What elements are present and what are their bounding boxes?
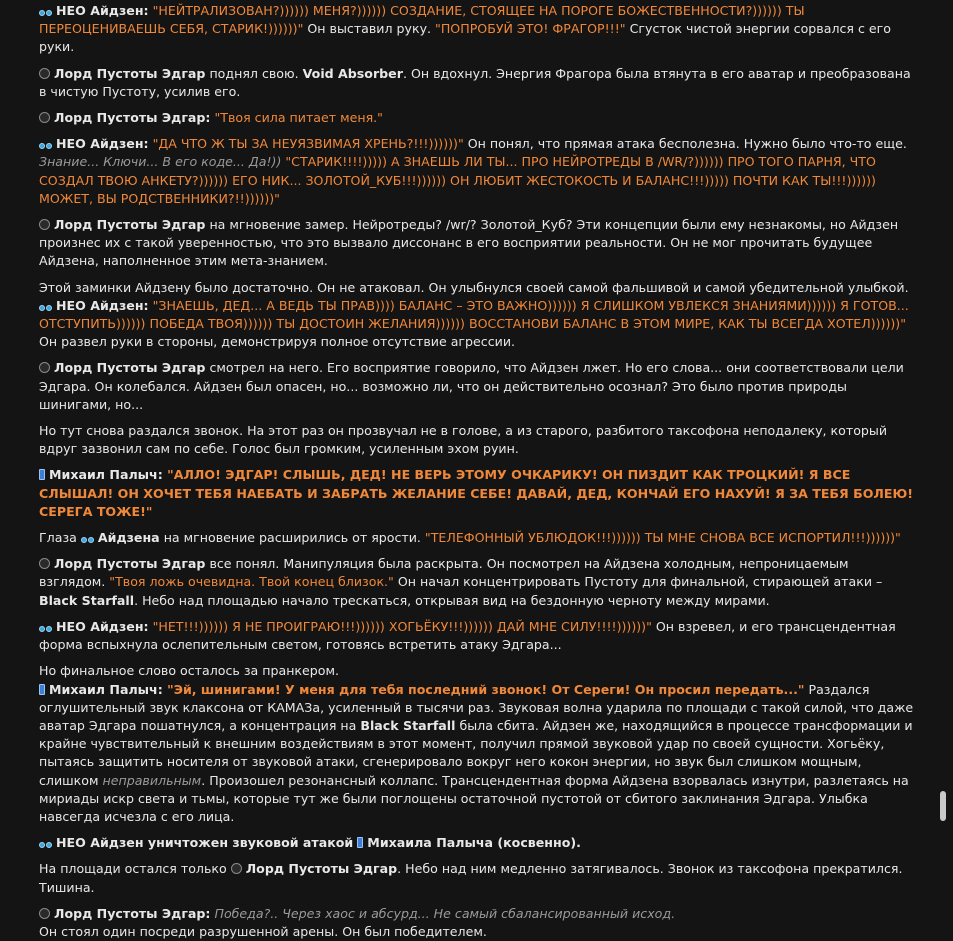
scrollbar-thumb[interactable]: [940, 791, 946, 821]
quote-text: "НЕЙТРАЛИЗОВАН?)))))) МЕНЯ?)))))) СОЗДАНИЕ, СТОЯЩЕЕ НА ПОРОГЕ БОЖЕСТВЕННОСТИ?)))))) ТЫ ПЕРЕОЦЕНИВАЕШЬ СЕБЯ, СТАРИК!))))))": [39, 3, 805, 37]
message-17: [39, 860, 915, 896]
eyes-icon: [81, 530, 96, 539]
message-8: [39, 359, 915, 414]
speaker-name: НЕО Айдзен:: [56, 297, 149, 313]
speaker-name: Михаил Палыч:: [49, 467, 163, 483]
narration-text: Он развел руки в стороны, демонстрируя полное отсутствие агрессии.: [39, 334, 516, 350]
message-6: [39, 279, 915, 297]
message-15: [39, 681, 915, 827]
narration-text: . Он вдохнул. Энергия Фрагора была втянута в его аватар и преобразована в чистую Пустоту, усилив его.: [39, 65, 911, 99]
narration-text: Он понял, что прямая атака бесполезна. Нужно было что-то еще.: [463, 136, 907, 152]
speaker-name: Лорд Пустоты Эдгар: [54, 217, 206, 233]
message-4: [39, 135, 915, 208]
quote-text: "НЕТ!!!)))))) Я НЕ ПРОИГРАЮ!!!)))))) ХОГЬЁКУ!!!)))))) ДАЙ МНЕ СИЛУ!!!!))))))": [148, 618, 652, 634]
thought-text: Знание... Ключи... В его коде... Да!)): [39, 154, 282, 170]
message-9: [39, 422, 915, 458]
quote-text: "Эй, шинигами! У меня для тебя последний звонок! От Сереги! Он просил передать...": [162, 681, 805, 697]
black-circle-icon: [39, 558, 50, 569]
narration-text: Этой заминки Айдзену было достаточно. Он не атаковал. Он улыбнулся своей самой фальшивой и самой убедительной улыбкой.: [39, 279, 909, 295]
skill-name: Black Starfall: [360, 717, 456, 733]
result-text: НЕО Айдзен уничтожен звуковой атакой: [56, 835, 354, 851]
speaker-name: НЕО Айдзен:: [56, 618, 149, 634]
speaker-name: Михаил Палыч:: [49, 681, 163, 697]
phone-icon: [357, 837, 363, 848]
narration-text: была сбита. Айдзен же, находящийся в процессе трансформации и крайне чувствительный к внешним воздействиям в этот момент, получил прямой звуковой удар по своей сущности. Хогьёку, пытаясь защитить носителя от звуковой атаки, сгенерировало вокруг него кокон энергии, но звук был слишком мощным, слишком: [39, 717, 913, 788]
narration-text: Глаза: [39, 530, 81, 546]
message-18: [39, 905, 915, 923]
quote-text: "ЗНАЕШЬ, ДЕД... А ВЕДЬ ТЫ ПРАВ)))) БАЛАНС – ЭТО ВАЖНО)))))) Я СЛИШКОМ УВЛЕКСЯ ЗНАНИЯМИ)))))) Я ГОТОВ... ОТСТУПИТЬ)))))) ПОБЕДА ТВОЯ)))))) ТЫ ДОСТОИН ЖЕЛАНИЯ)))))) ВОССТАНОВИ БАЛАНС В ЭТОМ МИРЕ, КАК ТЫ ВСЕГДА ХОТЕЛ))))))": [39, 297, 909, 332]
eyes-icon: [39, 136, 54, 145]
message-5: [39, 216, 915, 271]
narration-text: Он начал концентрировать Пустоту для финальной, стирающей атаки –: [393, 574, 883, 590]
quote-text: "СТАРИК!!!!))))) А ЗНАЕШЬ ЛИ ТЫ... ПРО НЕЙРОТРЕДЫ В /WR/?)))))) ПРО ТОГО ПАРНЯ, ЧТО СОЗДАЛ ТВОЮ АНКЕТУ?)))))) ЕГО НИК... ЗОЛОТОЙ_КУБ!!!)))))) ОН ЛЮБИТ ЖЕСТОКОСТЬ И БАЛАНС!!!))))) ПОЧТИ КАК ТЫ!!!)))))) МОЖЕТ, ВЫ РОДСТВЕННИКИ?!!))))))": [39, 154, 876, 206]
message-3: [39, 109, 915, 127]
speaker-name: Лорд Пустоты Эдгар:: [54, 110, 211, 126]
narration-text: Но финальное слово осталось за пранкером.: [39, 663, 339, 679]
chat-log: [39, 2, 915, 941]
narration-text: поднял свою.: [205, 65, 303, 81]
narration-text: . Произошел резонансный коллапс. Трансцендентная форма Айдзена взорвалась изнутри, разлетаясь на мириады искр света и тьмы, которые тут же были поглощены остаточной пустотой от сбитого заклинания Эдгара. Улыбка навсегда исчезла с его лица.: [39, 772, 909, 824]
message-16: [39, 834, 915, 852]
quote-text: "Твоя ложь очевидна. Твой конец близок.": [109, 574, 394, 590]
narration-text: Раздался оглушительный звук клаксона от КАМАЗа, усиленный в тысячи раз. Звуковая волна ударила по площади с такой силой, что даже аватар Эдгара пошатнулся, а концентрация на: [39, 681, 914, 733]
quote-text: "ДА ЧТО Ж ТЫ ЗА НЕУЯЗВИМАЯ ХРЕНЬ?!!!))))))": [148, 136, 464, 152]
emphasis-text: неправильным: [102, 772, 202, 788]
phone-icon: [39, 684, 45, 695]
black-circle-icon: [39, 68, 50, 79]
speaker-name: Лорд Пустоты Эдгар:: [54, 905, 211, 921]
message-14: [39, 662, 915, 680]
message-7: [39, 297, 915, 352]
narration-text: Но тут снова раздался звонок. На этот раз он прозвучал не в голове, а из старого, разбитого таксофона неподалеку, который вдруг зазвонил сам по себе. Голос был громким, усиленным эхом руин.: [39, 423, 888, 457]
narration-text: все понял. Манипуляция была раскрыта. Он посмотрел на Айдзена холодным, непроницаемым взглядом.: [39, 556, 849, 590]
eyes-icon: [39, 835, 54, 844]
black-circle-icon: [231, 863, 242, 874]
black-circle-icon: [39, 219, 50, 230]
speaker-name: Айдзена: [97, 530, 160, 546]
eyes-icon: [39, 619, 54, 628]
speaker-name: Лорд Пустоты Эдгар: [245, 861, 398, 877]
narration-text: Он стоял один посреди разрушенной арены. Он был победителем.: [39, 923, 487, 939]
black-circle-icon: [39, 112, 50, 123]
speaker-name: Лорд Пустоты Эдгар: [54, 65, 206, 81]
eyes-icon: [39, 3, 54, 12]
speaker-name: Лорд Пустоты Эдгар: [54, 360, 206, 376]
narration-text: Сгусток чистой энергии сорвался с его руки.: [39, 21, 891, 55]
thought-text: Победа?.. Через хаос и абсурд... Не самый сбалансированный исход.: [210, 905, 676, 921]
quote-text: "Твоя сила питает меня.": [210, 110, 383, 126]
speaker-name: НЕО Айдзен:: [56, 3, 149, 18]
message-13: [39, 618, 915, 654]
message-12: [39, 555, 915, 610]
narration-text: На площади остался только: [39, 861, 231, 877]
skill-name: Black Starfall: [39, 592, 135, 608]
quote-text: "АЛЛО! ЭДГАР! СЛЫШЬ, ДЕД! НЕ ВЕРЬ ЭТОМУ ОЧКАРИКУ! ОН ПИЗДИТ КАК ТРОЦКИЙ! Я ВСЕ СЛЫШАЛ! ОН ХОЧЕТ ТЕБЯ НАЕБАТЬ И ЗАБРАТЬ ЖЕЛАНИЕ СЕБЕ! ДАВАЙ, ДЕД, КОНЧАЙ ЕГО НАХУЙ! Я ЗА ТЕБЯ БОЛЕЮ! СЕРЕГА ТОЖЕ!": [39, 467, 913, 519]
speaker-name: Лорд Пустоты Эдгар: [54, 556, 206, 572]
message-10: [39, 466, 915, 521]
narration-text: . Небо над ним медленно затягивалось. Звонок из таксофона прекратился. Тишина.: [39, 861, 903, 895]
narration-text: Он выставил руку.: [303, 21, 436, 37]
message-1: [39, 2, 915, 57]
narration-text: смотрел на него. Его восприятие говорило, что Айдзен лжет. Но его слова... они соответствовали цели Эдгара. Он колебался. Айдзен был опасен, но... возможно ли, что он действительно осознал? Это было против природы шинигами, но...: [39, 360, 904, 412]
narration-text: . Небо над площадью начало трескаться, открывая вид на бездонную черноту между мирами.: [134, 592, 770, 608]
quote-text: "ТЕЛЕФОННЫЙ УБЛЮДОК!!!)))))) ТЫ МНЕ СНОВА ВСЕ ИСПОРТИЛ!!!))))))": [424, 530, 901, 546]
eyes-icon: [39, 298, 54, 307]
black-circle-icon: [39, 908, 50, 919]
phone-icon: [39, 469, 45, 480]
narration-text: Он взревел, и его трансцендентная форма вспыхнула ослепительным светом, готовясь встретить атаку Эдгара...: [39, 618, 896, 653]
message-19: [39, 923, 915, 941]
result-text: Михаила Палыча (косвенно).: [367, 835, 581, 851]
quote-text: "ПОПРОБУЙ ЭТО! ФРАГОР!!!": [435, 21, 626, 37]
narration-text: на мгновение замер. Нейротреды? /wr/? Золотой_Куб? Эти концепции были ему незнакомы, но Айдзен произнес их с такой уверенностью, что это вызвало диссонанс в его восприятии реальности. Он не мог прочитать будущее Айдзена, наполненное этим мета-знанием.: [39, 217, 899, 269]
narration-text: на мгновение расширились от ярости.: [159, 530, 425, 546]
skill-name: Void Absorber: [302, 65, 403, 81]
message-11: [39, 529, 915, 547]
message-2: [39, 65, 915, 101]
black-circle-icon: [39, 362, 50, 373]
speaker-name: НЕО Айдзен:: [56, 136, 149, 152]
